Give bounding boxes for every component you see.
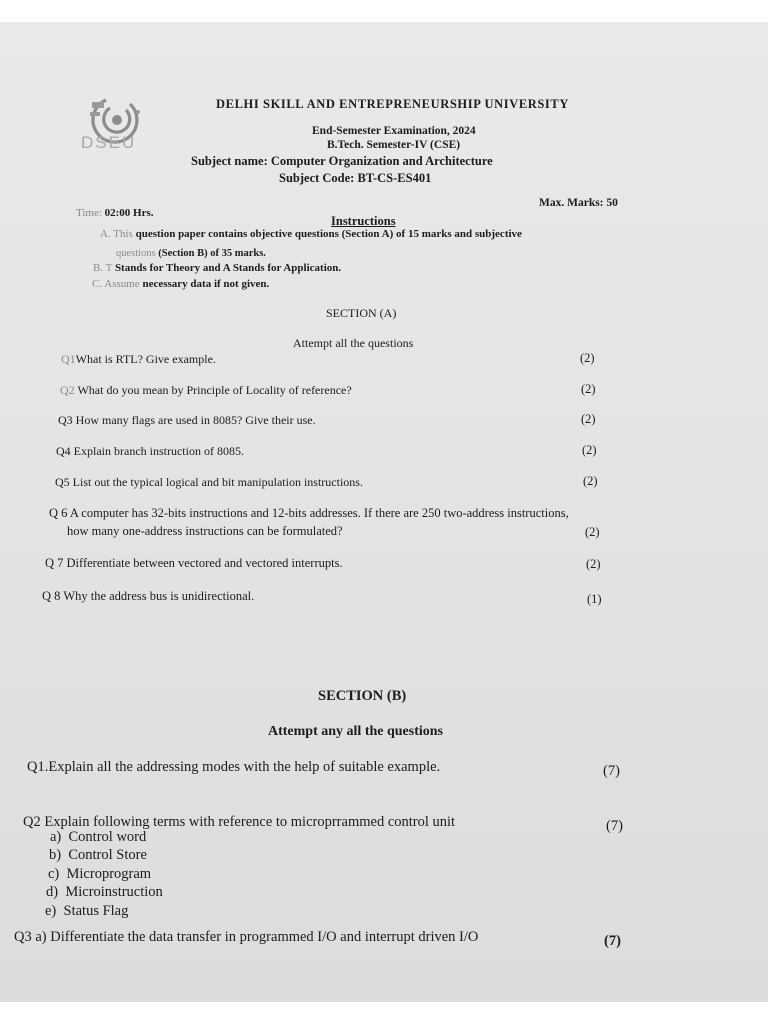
instruction-a-cont xyxy=(116,248,266,259)
instructions-title: Instructions xyxy=(331,214,396,228)
marks-b3: (7) xyxy=(604,933,621,949)
section-a-title: SECTION (A) xyxy=(326,306,397,320)
question-a3 xyxy=(58,413,316,428)
list-item xyxy=(49,847,147,864)
marks-b1: (7) xyxy=(603,763,620,779)
question-text: What do you mean by Principle of Locality of reference? xyxy=(77,383,352,397)
logo-text: DSEU xyxy=(81,133,137,152)
marks-a2: (2) xyxy=(581,382,596,396)
instruction-a xyxy=(100,228,522,240)
question-a5 xyxy=(55,475,363,490)
question-text: List out the typical logical and bit manipulation instructions. xyxy=(72,475,363,489)
question-label: Q3 xyxy=(14,929,32,945)
marks-a8: (1) xyxy=(587,592,602,606)
list-item xyxy=(48,866,151,883)
instruction-letter: A. xyxy=(100,228,111,240)
question-text: Differentiate between vectored and vectored interrupts. xyxy=(66,556,343,570)
subject-name: Subject name: Computer Organization and Architecture xyxy=(191,154,493,168)
instruction-text: Stands for Theory and A Stands for Application. xyxy=(114,262,342,274)
question-text: How many flags are used in 8085? Give their use. xyxy=(75,413,316,427)
question-a6-cont: how many one-address instructions can be formulated? xyxy=(67,524,343,538)
instruction-lead: This xyxy=(113,228,133,240)
question-text: Explain all the addressing modes with the help of suitable example. xyxy=(48,759,441,775)
question-label: Q2 xyxy=(23,814,41,830)
list-text: Control Store xyxy=(68,847,147,863)
list-text: Microinstruction xyxy=(65,884,163,900)
list-item xyxy=(50,829,146,846)
instruction-text: necessary data if not given. xyxy=(142,278,270,290)
instruction-cont-lead: questions xyxy=(116,248,156,259)
list-text: Microprogram xyxy=(66,866,152,882)
instruction-letter: B. xyxy=(93,262,104,274)
list-letter: c) xyxy=(48,866,60,882)
instruction-lead: Assume xyxy=(104,278,140,290)
instruction-letter: C. xyxy=(92,278,103,290)
subject-code: Subject Code: BT-CS-ES401 xyxy=(279,171,432,185)
university-name: DELHI SKILL AND ENTREPRENEURSHIP UNIVERSITY xyxy=(216,97,569,111)
instruction-c xyxy=(92,278,269,290)
exam-title: End-Semester Examination, 2024 xyxy=(312,125,476,137)
max-marks: Max. Marks: 50 xyxy=(539,197,618,209)
question-a2 xyxy=(60,383,352,398)
list-item xyxy=(45,903,128,920)
list-item xyxy=(46,884,163,901)
time-value: 02:00 Hrs. xyxy=(104,207,154,219)
question-label: Q2 xyxy=(60,383,75,397)
list-letter: d) xyxy=(46,884,59,900)
question-text: Explain following terms with reference to microprrammed control unit xyxy=(44,814,456,830)
instruction-cont: (Section B) of 35 marks. xyxy=(158,248,266,259)
question-text: a) Differentiate the data transfer in programmed I/O and interrupt driven I/O xyxy=(35,929,479,945)
list-text: Status Flag xyxy=(63,903,129,919)
question-a7 xyxy=(45,556,343,571)
instruction-b xyxy=(93,262,341,274)
question-label: Q3 xyxy=(58,413,73,427)
marks-a4: (2) xyxy=(582,443,597,457)
question-label: Q5 xyxy=(55,475,70,489)
time-line xyxy=(76,207,154,219)
section-a-subtitle: Attempt all the questions xyxy=(293,336,414,350)
marks-a5: (2) xyxy=(583,474,598,488)
program-line: B.Tech. Semester-IV (CSE) xyxy=(327,139,461,151)
question-a6 xyxy=(49,506,569,521)
question-b1 xyxy=(27,759,440,776)
question-label: Q1. xyxy=(27,759,49,775)
marks-a1: (2) xyxy=(580,351,595,365)
question-a1 xyxy=(61,352,216,367)
question-text: What is RTL? Give example. xyxy=(75,352,216,366)
marks-a6: (2) xyxy=(585,525,600,539)
list-text: Control word xyxy=(68,829,147,845)
list-letter: e) xyxy=(45,903,57,919)
question-b3 xyxy=(14,929,478,946)
question-label: Q 6 xyxy=(49,506,68,520)
list-letter: b) xyxy=(49,847,62,863)
instruction-lead: T xyxy=(105,262,113,274)
question-a4 xyxy=(56,444,244,459)
instruction-text: question paper contains objective questions (Section A) of 15 marks and subjective xyxy=(135,228,522,240)
question-a8 xyxy=(42,589,254,604)
question-text: Explain branch instruction of 8085. xyxy=(73,444,244,458)
list-letter: a) xyxy=(50,829,62,845)
time-label: Time: xyxy=(76,207,102,219)
section-b-title: SECTION (B) xyxy=(318,688,407,704)
question-text: Why the address bus is unidirectional. xyxy=(63,589,255,603)
question-label: Q 7 xyxy=(45,556,64,570)
question-text: A computer has 32-bits instructions and 12-bits addresses. If there are 250 two-address instructions, xyxy=(69,506,569,520)
marks-a7: (2) xyxy=(586,557,601,571)
marks-a3: (2) xyxy=(581,412,596,426)
question-label: Q 8 xyxy=(42,589,61,603)
section-b-subtitle: Attempt any all the questions xyxy=(268,724,444,739)
marks-b2: (7) xyxy=(606,818,623,834)
question-label: Q1 xyxy=(61,352,76,366)
question-label: Q4 xyxy=(56,444,71,458)
